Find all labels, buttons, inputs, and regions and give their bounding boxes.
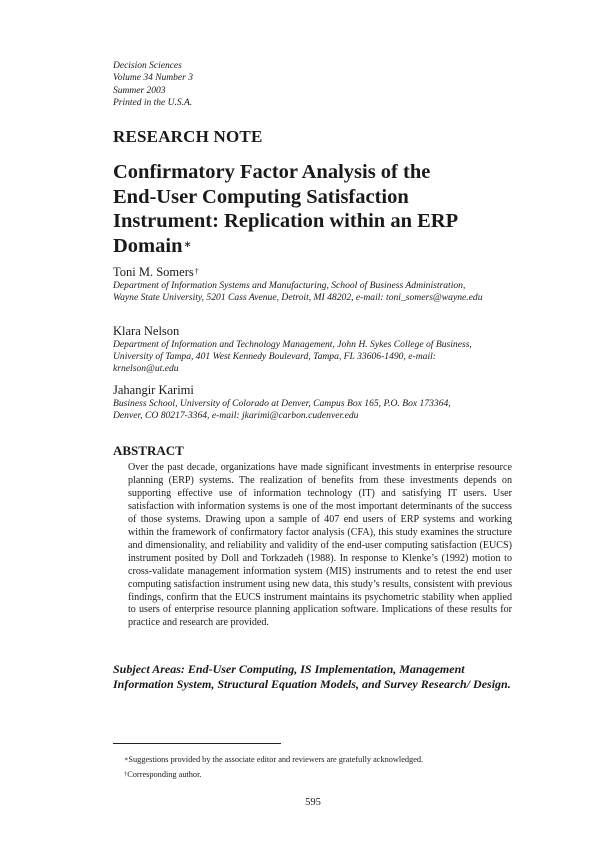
footnote-text: Corresponding author. bbox=[127, 770, 202, 779]
title-line: Instrument: Replication within an ERP bbox=[113, 210, 459, 232]
title-line bbox=[113, 234, 513, 259]
author-affiliation bbox=[113, 398, 523, 422]
title-line: Confirmatory Factor Analysis of the bbox=[113, 161, 431, 183]
affiliation-line: Wayne State University, 5201 Cass Avenue, Detroit, MI 48202, e-mail: toni_somers@wayne.edu bbox=[113, 292, 483, 304]
footnote-marker: † bbox=[124, 771, 128, 778]
abstract-heading: ABSTRACT bbox=[113, 443, 184, 458]
affiliation-line: Business School, University of Colorado at Denver, Campus Box 165, P.O. Box 173364, bbox=[113, 398, 451, 409]
journal-volume: Volume 34 Number 3 bbox=[113, 73, 193, 84]
page-number: 595 bbox=[305, 797, 321, 808]
affiliation-line: Department of Information and Technology Management, John H. Sykes College of Business, bbox=[113, 339, 472, 350]
title-footnote-marker: ∗ bbox=[183, 236, 192, 251]
author-name: Klara Nelson bbox=[113, 324, 180, 338]
journal-issue: Summer 2003 bbox=[113, 85, 166, 96]
author-name bbox=[113, 264, 523, 280]
footnote-text: Suggestions provided by the associate editor and reviewers are gratefully acknowledged. bbox=[128, 755, 424, 764]
title-line: End-User Computing Satisfaction bbox=[113, 185, 409, 208]
affiliation-line: University of Tampa, 401 West Kennedy Boulevard, Tampa, FL 33606-1490, e-mail: bbox=[113, 351, 436, 363]
title-line-text: Domain bbox=[113, 234, 183, 257]
author-block bbox=[113, 323, 523, 376]
author-name: Jahangir Karimi bbox=[113, 383, 194, 397]
journal-printed: Printed in the U.S.A. bbox=[113, 98, 193, 109]
author-name-text: Toni M. Somers bbox=[113, 265, 194, 279]
author-footnote-marker: † bbox=[194, 267, 199, 276]
author-affiliation bbox=[113, 280, 523, 304]
paper-title bbox=[113, 160, 513, 258]
journal-name: Decision Sciences bbox=[113, 61, 182, 71]
subject-areas: Subject Areas: End-User Computing, IS Implementation, Management Information System, Structural Equation Models, and Survey Research/ Design. bbox=[113, 662, 511, 691]
footnote bbox=[124, 754, 423, 765]
affiliation-line: krnelson@ut.edu bbox=[113, 363, 179, 375]
author-affiliation bbox=[113, 339, 523, 376]
section-label: RESEARCH NOTE bbox=[113, 127, 263, 146]
footnote bbox=[124, 769, 201, 780]
affiliation-line: Denver, CO 80217-3364, e-mail: jkarimi@carbon.cudenver.edu bbox=[113, 410, 359, 422]
abstract-body: Over the past decade, organizations have made significant investments in enterprise resource planning (ERP) systems. The realization of benefits from these investments depends on supporting effective use of information technology (IT) and satisfying IT users. User satisfaction with information systems is one of the most important determinants of the success of those systems. Drawing upon a sample of 407 end users of ERP systems and working within the framework of confirmatory factor analysis (CFA), this study examines the structure and dimensionality, and reliability and validity of the end-user computing satisfaction (EUCS) instrument posited by Doll and Torkzadeh (1988). In response to Klenke’s (1992) motion to cross-validate management information system (MIS) instruments and to retest the end user computing satisfaction instrument using new data, this study’s results, consistent with previous findings, confirm that the EUCS instrument maintains its psychometric stability when applied to users of enterprise resource planning application software. Implications of these results for practice and research are provided. bbox=[128, 462, 512, 629]
author-block bbox=[113, 382, 523, 422]
author-block bbox=[113, 264, 523, 304]
affiliation-line: Department of Information Systems and Manufacturing, School of Business Administration, bbox=[113, 280, 466, 291]
journal-info bbox=[113, 60, 193, 110]
footnote-divider bbox=[113, 743, 281, 744]
footnote-marker: ∗ bbox=[124, 756, 129, 763]
